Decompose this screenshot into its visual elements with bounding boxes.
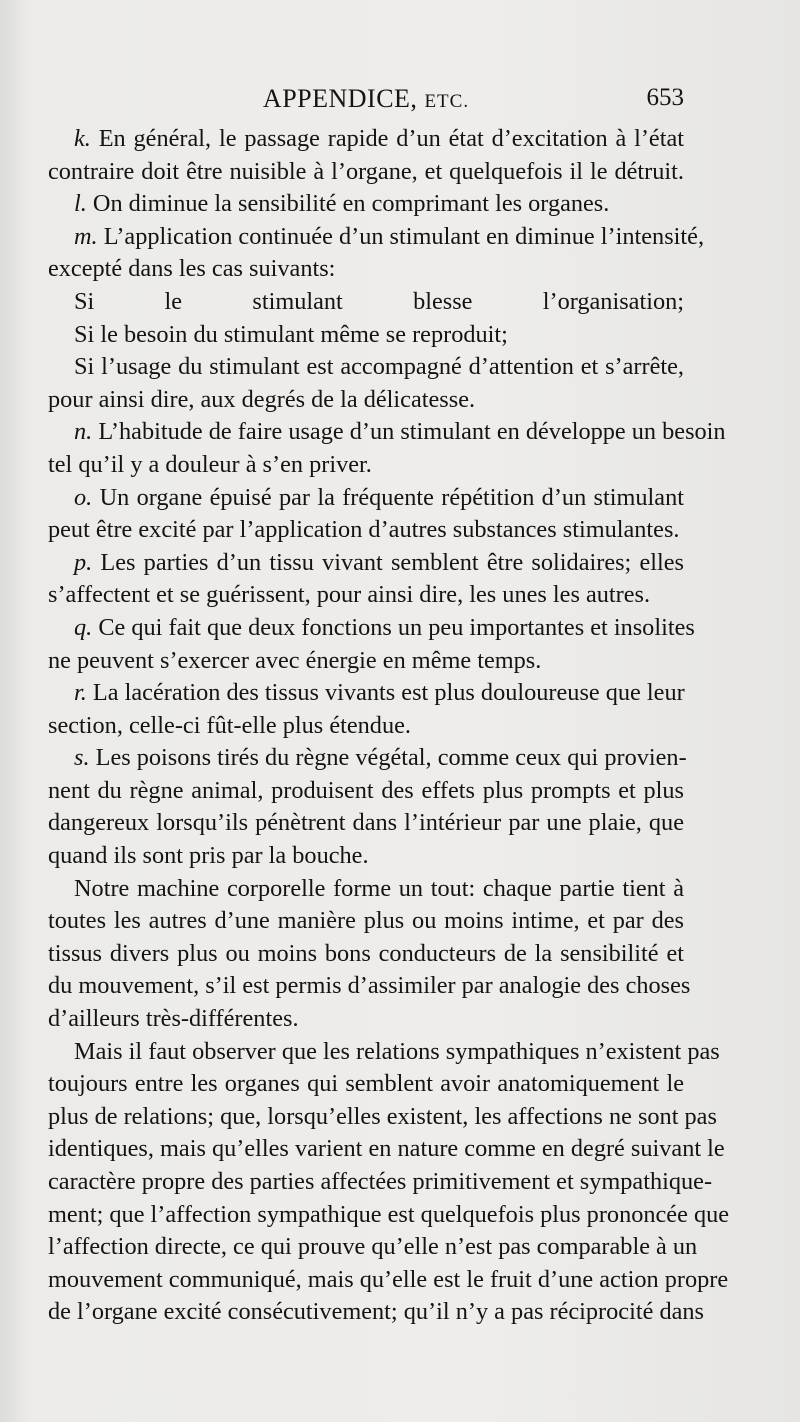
text-line — [48, 612, 695, 645]
line-text: Si le stimulant blesse l’organisation; — [74, 287, 684, 315]
page-header — [48, 78, 684, 118]
line-text: On diminue la sensibilité en comprimant les organes. — [92, 190, 610, 218]
text-line — [48, 547, 684, 580]
item-label: m. — [74, 222, 98, 250]
line-text: Ce qui fait que deux fonctions un peu importantes et insolites — [98, 613, 695, 641]
text-line — [48, 1036, 720, 1069]
line-text: En général, le passage rapide d’un état d’excitation à l’état — [98, 125, 684, 152]
text-line — [48, 579, 684, 612]
text-line — [48, 1003, 684, 1036]
line-text: peut être excité par l’application d’autres substances stimulantes. — [48, 516, 680, 544]
text-line — [48, 677, 684, 710]
text-line — [48, 1166, 713, 1199]
text-line — [48, 1101, 717, 1134]
text-line — [48, 514, 684, 547]
line-text: tissus divers plus ou moins bons conducteurs de la sensibilité et — [48, 939, 684, 967]
line-text: d’ailleurs très-différentes. — [48, 1005, 299, 1033]
text-line — [48, 1296, 704, 1329]
item-label: s. — [74, 744, 90, 772]
item-label: n. — [74, 418, 93, 446]
line-text: L’application continuée d’un stimulant en diminue l’intensité, — [103, 222, 705, 250]
line-text: de l’organe excité consécutivement; qu’il n’y a pas réciprocité dans — [48, 1298, 704, 1326]
text-line — [48, 840, 684, 873]
text-line — [48, 775, 684, 808]
line-text: L’habitude de faire usage d’un stimulant en développe un besoin — [98, 418, 726, 446]
item-label: o. — [74, 483, 93, 511]
text-line — [48, 1068, 684, 1101]
line-text: Si l’usage du stimulant est accompagné d’attention et s’arrête, — [74, 353, 684, 381]
item-label: q. — [74, 613, 93, 641]
line-text: mouvement communiqué, mais qu’elle est le fruit d’une action propre — [48, 1265, 729, 1293]
text-line — [48, 938, 684, 971]
line-text: toutes les autres d’une manière plus ou moins intime, et par des — [48, 907, 684, 935]
text-line — [48, 1199, 730, 1232]
text-line — [48, 645, 684, 678]
text-line — [48, 482, 684, 515]
text-line — [48, 123, 684, 156]
text-line — [48, 710, 684, 743]
line-text: La lacération des tissus vivants est plus douloureuse que leur — [92, 679, 685, 707]
text-line — [48, 742, 687, 775]
item-label: r. — [74, 679, 87, 707]
text-line — [48, 156, 684, 189]
line-text: section, celle-ci fût-elle plus étendue. — [48, 711, 411, 739]
text-line — [48, 1133, 725, 1166]
text-line — [48, 1231, 698, 1264]
line-text: Si le besoin du stimulant même se reproduit; — [74, 320, 508, 348]
item-label: k. — [74, 125, 91, 152]
line-text: Notre machine corporelle forme un tout: chaque partie tient à — [74, 874, 684, 902]
line-text: du mouvement, s’il est permis d’assimiler par analogie des choses — [48, 972, 691, 1000]
text-line — [48, 807, 684, 840]
text-line — [48, 221, 705, 254]
text-line — [48, 873, 684, 906]
text-line — [48, 905, 684, 938]
line-text: excepté dans les cas suivants: — [48, 255, 336, 283]
line-text: caractère propre des parties affectées primitivement et sympathique- — [48, 1168, 713, 1195]
line-text: contraire doit être nuisible à l’organe, et quelquefois il le détruit. — [48, 157, 684, 185]
line-text: ne peuvent s’exercer avec énergie en même temps. — [48, 646, 542, 674]
line-text: ment; que l’affection sympathique est quelquefois plus prononcée que — [48, 1200, 730, 1228]
running-title-main: APPENDICE, — [262, 84, 418, 113]
text-line — [48, 416, 726, 449]
running-title-small: ETC. — [424, 91, 470, 112]
text-line — [48, 286, 684, 319]
page-body — [48, 123, 730, 1329]
line-text: Les parties d’un tissu vivant semblent être solidaires; elles — [100, 548, 685, 576]
item-label: l. — [74, 190, 87, 218]
text-line — [48, 970, 691, 1003]
line-text: dangereux lorsqu’ils pénètrent dans l’intérieur par une plaie, que — [48, 809, 684, 837]
running-title — [48, 84, 684, 114]
line-text: tel qu’il y a douleur à s’en priver. — [48, 450, 372, 478]
line-text: Un organe épuisé par la fréquente répétition d’un stimulant — [99, 483, 684, 511]
text-line — [48, 449, 684, 482]
text-line — [48, 253, 684, 286]
text-line — [48, 384, 684, 417]
line-text: plus de relations; que, lorsqu’elles existent, les affections ne sont pas — [48, 1102, 717, 1130]
line-text: Les poisons tirés du règne végétal, comme ceux qui provien- — [95, 744, 687, 772]
line-text: toujours entre les organes qui semblent avoir anatomiquement le — [48, 1070, 684, 1098]
text-line — [48, 188, 684, 221]
line-text: nent du règne animal, produisent des effets plus prompts et plus — [48, 776, 684, 804]
line-text: l’affection directe, ce qui prouve qu’elle n’est pas comparable à un — [48, 1233, 698, 1261]
page-number: 653 — [646, 84, 684, 111]
text-line — [48, 319, 684, 352]
line-text: pour ainsi dire, aux degrés de la délicatesse. — [48, 385, 476, 413]
line-text: s’affectent et se guérissent, pour ainsi dire, les unes les autres. — [48, 581, 651, 609]
text-line — [48, 1264, 729, 1297]
line-text: identiques, mais qu’elles varient en nature comme en degré suivant le — [48, 1135, 725, 1163]
text-line — [48, 351, 684, 384]
item-label: p. — [74, 548, 93, 576]
line-text: quand ils sont pris par la bouche. — [48, 842, 369, 870]
line-text: Mais il faut observer que les relations sympathiques n’existent pas — [74, 1037, 720, 1065]
